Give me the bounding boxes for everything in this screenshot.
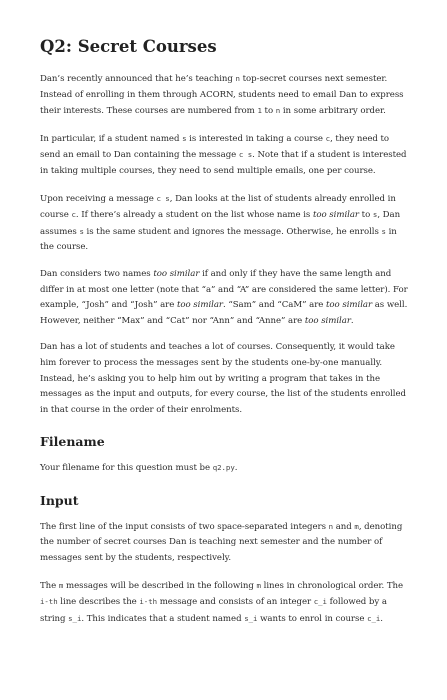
inline-code: s: [182, 133, 187, 143]
text-run: Upon receiving a message: [40, 193, 157, 204]
text-run: in some arbitrary order.: [280, 106, 386, 117]
inline-code: s_i: [68, 613, 82, 623]
text-run: wants to enrol in course: [257, 613, 368, 624]
inline-code: s: [381, 226, 386, 236]
text-run: message and consists of an integer: [157, 597, 314, 608]
text-run: The first line of the input consists of two space-separated integers: [40, 521, 329, 532]
inline-code: q2.py: [212, 463, 235, 473]
text-run: is the same student and ignores the message. Otherwise, he enrolls: [83, 226, 382, 237]
emphasis-text: too similar: [312, 210, 359, 221]
intro-section: [40, 71, 410, 418]
inline-code: n: [328, 521, 334, 531]
text-run: . “Sam” and “CaM” are: [223, 300, 326, 311]
text-run: . This indicates that a student named: [81, 613, 245, 624]
inline-code: i-th: [139, 597, 158, 607]
emphasis-text: too similar: [176, 300, 223, 311]
body-paragraph: [40, 191, 410, 256]
text-run: is interested in taking a course: [186, 133, 326, 144]
section-paragraph: [40, 578, 410, 628]
text-run: line describes the: [57, 597, 140, 608]
inline-code: 1: [257, 106, 262, 116]
inline-code: m: [58, 580, 64, 590]
text-run: , denoting the number of secret courses Dan is teaching next semester and the number of messages sent by the students, respectively.: [40, 521, 403, 564]
body-paragraph: [40, 267, 410, 329]
text-run: as well. However, neither “Max” and “Cat” nor “Ann” and “Anne” are: [40, 300, 408, 326]
section-input: [40, 493, 410, 628]
text-run: . Note that if a student is interested in taking multiple courses, they need to send multiple emails, one per course.: [40, 150, 407, 176]
inline-code: i-th: [40, 597, 58, 607]
text-run: In particular, if a student named: [40, 133, 183, 144]
text-run: Dan has a lot of students and teaches a lot of courses. Consequently, it would take him forever to process the messages sent by the students one-by-one manually. Instead, he’s asking you to help him out by writing a program that takes in the messages as the input and outputs, for every course, the list of the students enrolled in that course in the order of their enrolments.: [40, 342, 406, 415]
section-heading: Filename: [40, 434, 105, 450]
text-run: if and only if they have the same length and differ in at most one letter (note that “a” and “A” are considered the same letter). For example, “Josh” and “Josh” are: [40, 268, 408, 311]
inline-code: c s: [156, 193, 170, 203]
text-run: .: [234, 463, 238, 474]
text-run: , they need to send an email to Dan containing the message: [40, 133, 390, 161]
text-run: The: [40, 580, 59, 591]
text-run: Dan’s recently announced that he’s teaching: [40, 74, 236, 84]
inline-code: s_i: [244, 613, 258, 623]
text-run: in the course.: [40, 226, 397, 253]
inline-code: c_i: [313, 597, 327, 607]
page-title: Q2: Secret Courses: [40, 37, 217, 56]
section-heading: Input: [40, 492, 79, 508]
section-paragraph: [40, 460, 410, 477]
text-run: Your filename for this question must be: [40, 463, 213, 474]
text-run: , Dan looks at the list of students already enrolled in course: [40, 193, 396, 221]
emphasis-text: too similar: [153, 268, 200, 279]
emphasis-text: too similar: [304, 315, 351, 326]
text-run: lines in chronological order. The: [260, 580, 404, 591]
inline-code: c_i: [367, 613, 381, 623]
text-run: top-secret courses next semester. Instead of enrolling in them through ACORN, students need to email Dan to express their interests. These courses are numbered from: [40, 74, 404, 117]
text-run: , Dan assumes: [40, 210, 401, 237]
document-page: [40, 30, 410, 638]
inline-code: s: [79, 226, 84, 236]
emphasis-text: too similar: [326, 300, 373, 311]
text-run: and: [333, 521, 355, 532]
section-paragraph: [40, 519, 410, 567]
text-run: .: [380, 613, 383, 624]
inline-code: n: [275, 106, 281, 116]
document-sections: [40, 434, 410, 627]
text-run: messages will be described in the following: [63, 580, 257, 591]
text-run: followed by a string: [40, 597, 387, 624]
inline-code: m: [354, 521, 359, 531]
text-run: to: [261, 106, 276, 117]
body-paragraph: [40, 71, 410, 120]
body-paragraph: [40, 340, 410, 418]
text-run: Dan considers two names: [40, 268, 154, 279]
text-run: . If there’s already a student on the list whose name is: [75, 210, 313, 221]
inline-code: c s: [238, 150, 253, 160]
section-filename: [40, 434, 410, 477]
text-run: .: [350, 315, 354, 326]
body-paragraph: [40, 131, 410, 180]
inline-code: m: [256, 580, 261, 590]
inline-code: n: [235, 74, 240, 83]
inline-code: c: [325, 133, 331, 143]
text-run: to: [359, 210, 373, 221]
inline-code: c: [71, 210, 76, 220]
inline-code: s: [372, 210, 378, 220]
